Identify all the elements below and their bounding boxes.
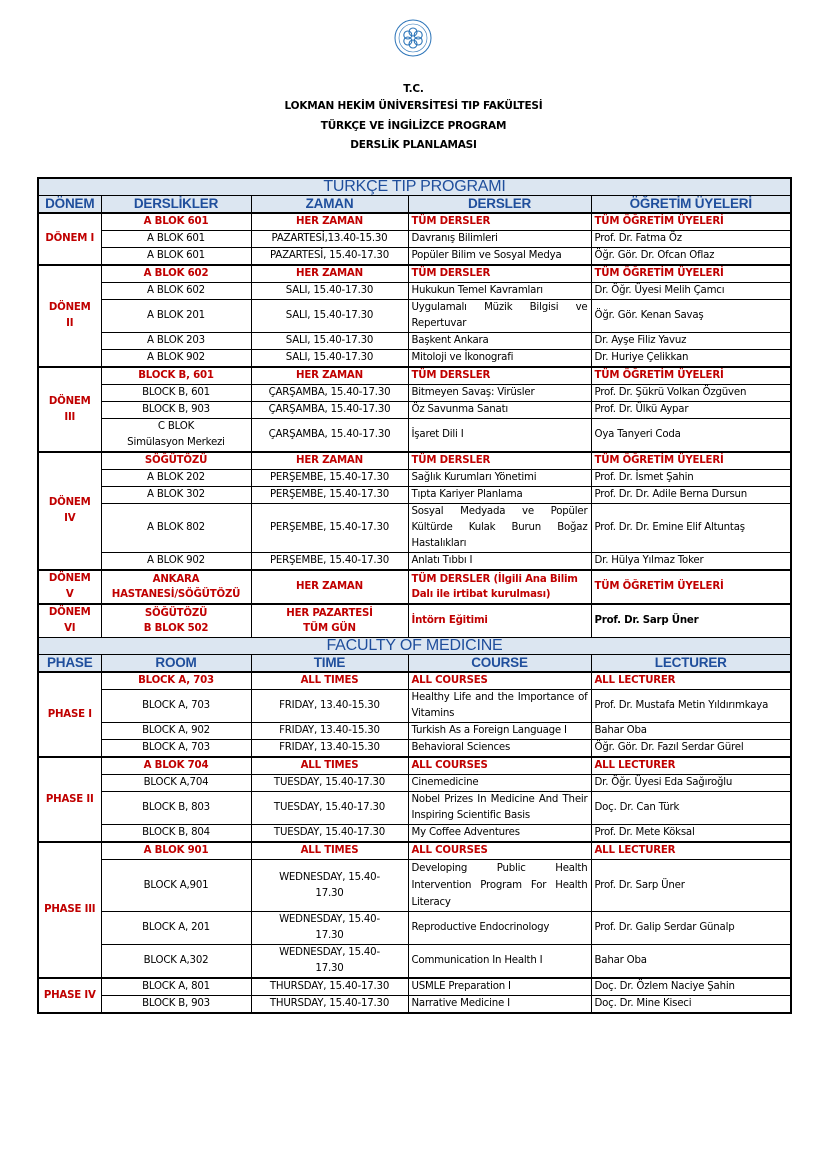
- lecturer-cell: Öğr. Gör. Dr. Ofcan Oflaz: [591, 248, 791, 266]
- time-cell: HER ZAMAN: [251, 265, 408, 283]
- table-row: [38, 402, 791, 419]
- room-cell: SÖĞÜTÖZÜ: [101, 452, 251, 470]
- room-cell: BLOCK A, 703: [101, 672, 251, 690]
- course-cell: Anlatı Tıbbı I: [408, 553, 591, 571]
- course-cell: Davranış Bilimleri: [408, 231, 591, 248]
- table-row: [38, 385, 791, 402]
- table-row: [38, 470, 791, 487]
- table-row: [38, 300, 791, 333]
- phase-label: PHASE III: [38, 842, 101, 978]
- course-cell: TÜM DERSLER: [408, 213, 591, 231]
- lecturer-cell: Prof. Dr. Dr. Adile Berna Dursun: [591, 487, 791, 504]
- lecturer-cell: ALL LECTURER: [591, 842, 791, 860]
- phase-label: DÖNEM I: [38, 213, 101, 265]
- table-row: [38, 604, 791, 638]
- header-line-4: DERSLİK PLANLAMASI: [350, 139, 477, 151]
- time-cell: THURSDAY, 15.40-17.30: [251, 996, 408, 1014]
- lecturer-cell: ALL LECTURER: [591, 672, 791, 690]
- table-row: [38, 690, 791, 723]
- course-cell: Communication In Health I: [408, 945, 591, 979]
- room-cell: A BLOK 602: [101, 283, 251, 300]
- lecturer-cell: Prof. Dr. Şükrü Volkan Özgüven: [591, 385, 791, 402]
- room-cell: A BLOK 601: [101, 248, 251, 266]
- col-header-derslikler: DERSLİKLER: [101, 196, 251, 214]
- course-cell: İşaret Dili I: [408, 419, 591, 453]
- col-header-time: TIME: [251, 655, 408, 673]
- lecturer-cell: TÜM ÖĞRETİM ÜYELERİ: [591, 213, 791, 231]
- lecturer-cell: Dr. Ayşe Filiz Yavuz: [591, 333, 791, 350]
- time-cell: SALI, 15.40-17.30: [251, 283, 408, 300]
- room-cell: A BLOK 602: [101, 265, 251, 283]
- room-cell: A BLOK 901: [101, 842, 251, 860]
- room-cell: BLOCK A, 902: [101, 723, 251, 740]
- time-cell: HER ZAMAN: [251, 367, 408, 385]
- table-row: [38, 213, 791, 231]
- lecturer-cell: TÜM ÖĞRETİM ÜYELERİ: [591, 367, 791, 385]
- table-row: [38, 333, 791, 350]
- phase-label: PHASE II: [38, 757, 101, 842]
- table-row: [38, 350, 791, 368]
- table-row: [38, 452, 791, 470]
- col-header-ogretim-uyeleri: ÖĞRETİM ÜYELERİ: [591, 196, 791, 214]
- table-row: [38, 283, 791, 300]
- room-cell: BLOCK B, 601: [101, 367, 251, 385]
- course-cell: Developing Public Health Intervention Program For Health Literacy: [408, 860, 591, 912]
- room-cell: BLOCK A,901: [101, 860, 251, 912]
- phase-label: PHASE IV: [38, 978, 101, 1013]
- table-row: [38, 265, 791, 283]
- course-cell: Bitmeyen Savaş: Virüsler: [408, 385, 591, 402]
- room-cell: A BLOK 902: [101, 350, 251, 368]
- course-cell: Nobel Prizes In Medicine And Their Inspiring Scientific Basis: [408, 792, 591, 825]
- phase-label: DÖNEM II: [38, 265, 101, 367]
- lecturer-cell: Bahar Oba: [591, 945, 791, 979]
- table-row: [38, 367, 791, 385]
- phase-label: DÖNEM IV: [38, 452, 101, 570]
- course-cell: Popüler Bilim ve Sosyal Medya: [408, 248, 591, 266]
- phase-label: DÖNEM III: [38, 367, 101, 452]
- course-cell: Cinemedicine: [408, 775, 591, 792]
- room-cell: BLOCK B, 803: [101, 792, 251, 825]
- table-row: [38, 553, 791, 571]
- table-row: [38, 945, 791, 979]
- time-cell: TUESDAY, 15.40-17.30: [251, 792, 408, 825]
- course-cell: Sosyal Medyada ve Popüler Kültürde Kulak Burun Boğaz Hastalıkları: [408, 504, 591, 553]
- table-row: [38, 504, 791, 553]
- lecturer-cell: TÜM ÖĞRETİM ÜYELERİ: [591, 452, 791, 470]
- room-cell: BLOCK A, 201: [101, 912, 251, 945]
- phase-label: PHASE I: [38, 672, 101, 757]
- col-header-lecturer: LECTURER: [591, 655, 791, 673]
- room-cell: A BLOK 201: [101, 300, 251, 333]
- course-cell: TÜM DERSLER: [408, 452, 591, 470]
- table-row: [38, 860, 791, 912]
- course-cell: Tıpta Kariyer Planlama: [408, 487, 591, 504]
- lecturer-cell: Prof. Dr. Mustafa Metin Yıldırımkaya: [591, 690, 791, 723]
- lecturer-cell: Bahar Oba: [591, 723, 791, 740]
- lecturer-cell: Oya Tanyeri Coda: [591, 419, 791, 453]
- room-cell: BLOCK A, 801: [101, 978, 251, 996]
- table-row: [38, 912, 791, 945]
- header-line-2: LOKMAN HEKİM ÜNİVERSİTESİ TIP FAKÜLTESİ: [284, 100, 543, 112]
- time-cell: FRIDAY, 13.40-15.30: [251, 723, 408, 740]
- table-row: [38, 792, 791, 825]
- course-cell: ALL COURSES: [408, 757, 591, 775]
- room-cell: BLOCK A,302: [101, 945, 251, 979]
- course-cell: TÜM DERSLER: [408, 367, 591, 385]
- phase-label: DÖNEM V: [38, 570, 101, 604]
- lecturer-cell: Doç. Dr. Özlem Naciye Şahin: [591, 978, 791, 996]
- header-line-3: TÜRKÇE VE İNGİLİZCE PROGRAM: [320, 120, 507, 132]
- lecturer-cell: Prof. Dr. Dr. Emine Elif Altuntaş: [591, 504, 791, 553]
- lecturer-cell: Öğr. Gör. Dr. Fazıl Serdar Gürel: [591, 740, 791, 758]
- table-row: [38, 231, 791, 248]
- table-row: [38, 419, 791, 453]
- lecturer-cell: Prof. Dr. Sarp Üner: [591, 860, 791, 912]
- turkish-program-banner: TÜRKÇE TIP PROGRAMI: [38, 178, 791, 196]
- room-cell: A BLOK 302: [101, 487, 251, 504]
- time-cell: PAZARTESİ, 15.40-17.30: [251, 248, 408, 266]
- course-cell: Reproductive Endocrinology: [408, 912, 591, 945]
- course-cell: TÜM DERSLER (İlgili Ana Bilim Dalı ile irtibat kurulması): [408, 570, 591, 604]
- lecturer-cell: TÜM ÖĞRETİM ÜYELERİ: [591, 265, 791, 283]
- time-cell: TUESDAY, 15.40-17.30: [251, 775, 408, 792]
- course-cell: Behavioral Sciences: [408, 740, 591, 758]
- room-cell: ANKARA HASTANESİ/SÖĞÜTÖZÜ: [101, 570, 251, 604]
- col-header-room: ROOM: [101, 655, 251, 673]
- course-cell: ALL COURSES: [408, 672, 591, 690]
- time-cell: TUESDAY, 15.40-17.30: [251, 825, 408, 843]
- room-cell: SÖĞÜTÖZÜ B BLOK 502: [101, 604, 251, 638]
- room-cell: BLOCK B, 601: [101, 385, 251, 402]
- room-cell: BLOCK B, 903: [101, 996, 251, 1014]
- time-cell: WEDNESDAY, 15.40-17.30: [251, 860, 408, 912]
- lecturer-cell: Prof. Dr. Fatma Öz: [591, 231, 791, 248]
- header-line-1: T.C.: [403, 83, 424, 95]
- lecturer-cell: Dr. Huriye Çelikkan: [591, 350, 791, 368]
- table-row: [38, 757, 791, 775]
- col-header-donem: DÖNEM: [38, 196, 101, 214]
- room-cell: BLOCK A,704: [101, 775, 251, 792]
- university-logo: [393, 18, 433, 58]
- table-row: [38, 996, 791, 1014]
- course-cell: Başkent Ankara: [408, 333, 591, 350]
- course-cell: Healthy Life and the Importance of Vitamins: [408, 690, 591, 723]
- time-cell: FRIDAY, 13.40-15.30: [251, 740, 408, 758]
- room-cell: A BLOK 802: [101, 504, 251, 553]
- time-cell: HER ZAMAN: [251, 452, 408, 470]
- time-cell: HER ZAMAN: [251, 213, 408, 231]
- col-header-phase: PHASE: [38, 655, 101, 673]
- lecturer-cell: Prof. Dr. Sarp Üner: [591, 604, 791, 638]
- course-cell: Sağlık Kurumları Yönetimi: [408, 470, 591, 487]
- table-row: [38, 825, 791, 843]
- table-row: [38, 570, 791, 604]
- room-cell: A BLOK 902: [101, 553, 251, 571]
- table-row: [38, 740, 791, 758]
- lecturer-cell: Doç. Dr. Can Türk: [591, 792, 791, 825]
- course-cell: My Coffee Adventures: [408, 825, 591, 843]
- schedule-table: [37, 177, 792, 1014]
- time-cell: WEDNESDAY, 15.40-17.30: [251, 912, 408, 945]
- time-cell: PERŞEMBE, 15.40-17.30: [251, 553, 408, 571]
- course-cell: ALL COURSES: [408, 842, 591, 860]
- time-cell: SALI, 15.40-17.30: [251, 300, 408, 333]
- lecturer-cell: TÜM ÖĞRETİM ÜYELERİ: [591, 570, 791, 604]
- table-row: [38, 723, 791, 740]
- time-cell: WEDNESDAY, 15.40-17.30: [251, 945, 408, 979]
- course-cell: Uygulamalı Müzik Bilgisi ve Repertuvar: [408, 300, 591, 333]
- col-header-course: COURSE: [408, 655, 591, 673]
- time-cell: ALL TIMES: [251, 672, 408, 690]
- col-header-dersler: DERSLER: [408, 196, 591, 214]
- time-cell: HER ZAMAN: [251, 570, 408, 604]
- lecturer-cell: Doç. Dr. Mine Kiseci: [591, 996, 791, 1014]
- time-cell: FRIDAY, 13.40-15.30: [251, 690, 408, 723]
- course-cell: Turkish As a Foreign Language I: [408, 723, 591, 740]
- room-cell: A BLOK 601: [101, 213, 251, 231]
- course-cell: Öz Savunma Sanatı: [408, 402, 591, 419]
- time-cell: HER PAZARTESİ TÜM GÜN: [251, 604, 408, 638]
- course-cell: Hukukun Temel Kavramları: [408, 283, 591, 300]
- lecturer-cell: Dr. Hülya Yılmaz Toker: [591, 553, 791, 571]
- room-cell: BLOCK A, 703: [101, 740, 251, 758]
- course-cell: TÜM DERSLER: [408, 265, 591, 283]
- lecturer-cell: Prof. Dr. Galip Serdar Günalp: [591, 912, 791, 945]
- table-row: [38, 775, 791, 792]
- time-cell: ÇARŞAMBA, 15.40-17.30: [251, 419, 408, 453]
- time-cell: PERŞEMBE, 15.40-17.30: [251, 470, 408, 487]
- lecturer-cell: Prof. Dr. Mete Köksal: [591, 825, 791, 843]
- lecturer-cell: Prof. Dr. İsmet Şahin: [591, 470, 791, 487]
- table-row: [38, 672, 791, 690]
- lecturer-cell: Prof. Dr. Ülkü Aypar: [591, 402, 791, 419]
- lecturer-cell: Öğr. Gör. Kenan Savaş: [591, 300, 791, 333]
- time-cell: THURSDAY, 15.40-17.30: [251, 978, 408, 996]
- time-cell: ALL TIMES: [251, 757, 408, 775]
- course-cell: İntörn Eğitimi: [408, 604, 591, 638]
- lecturer-cell: Dr. Öğr. Üyesi Melih Çamcı: [591, 283, 791, 300]
- time-cell: SALI, 15.40-17.30: [251, 333, 408, 350]
- room-cell: BLOCK B, 804: [101, 825, 251, 843]
- room-cell: BLOCK A, 703: [101, 690, 251, 723]
- room-cell: A BLOK 202: [101, 470, 251, 487]
- table-row: [38, 248, 791, 266]
- lecturer-cell: Dr. Öğr. Üyesi Eda Sağıroğlu: [591, 775, 791, 792]
- table-row: [38, 487, 791, 504]
- col-header-zaman: ZAMAN: [251, 196, 408, 214]
- time-cell: ÇARŞAMBA, 15.40-17.30: [251, 402, 408, 419]
- room-cell: A BLOK 704: [101, 757, 251, 775]
- lecturer-cell: ALL LECTURER: [591, 757, 791, 775]
- table-row: [38, 842, 791, 860]
- room-cell: A BLOK 203: [101, 333, 251, 350]
- faculty-of-medicine-banner: FACULTY OF MEDICINE: [38, 638, 791, 655]
- time-cell: PERŞEMBE, 15.40-17.30: [251, 504, 408, 553]
- room-cell: BLOCK B, 903: [101, 402, 251, 419]
- time-cell: ALL TIMES: [251, 842, 408, 860]
- room-cell: A BLOK 601: [101, 231, 251, 248]
- time-cell: ÇARŞAMBA, 15.40-17.30: [251, 385, 408, 402]
- course-cell: Narrative Medicine I: [408, 996, 591, 1014]
- time-cell: SALI, 15.40-17.30: [251, 350, 408, 368]
- course-cell: Mitoloji ve İkonografi: [408, 350, 591, 368]
- time-cell: PAZARTESİ,13.40-15.30: [251, 231, 408, 248]
- table-row: [38, 978, 791, 996]
- room-cell: C BLOK Simülasyon Merkezi: [101, 419, 251, 453]
- time-cell: PERŞEMBE, 15.40-17.30: [251, 487, 408, 504]
- phase-label: DÖNEM VI: [38, 604, 101, 638]
- course-cell: USMLE Preparation I: [408, 978, 591, 996]
